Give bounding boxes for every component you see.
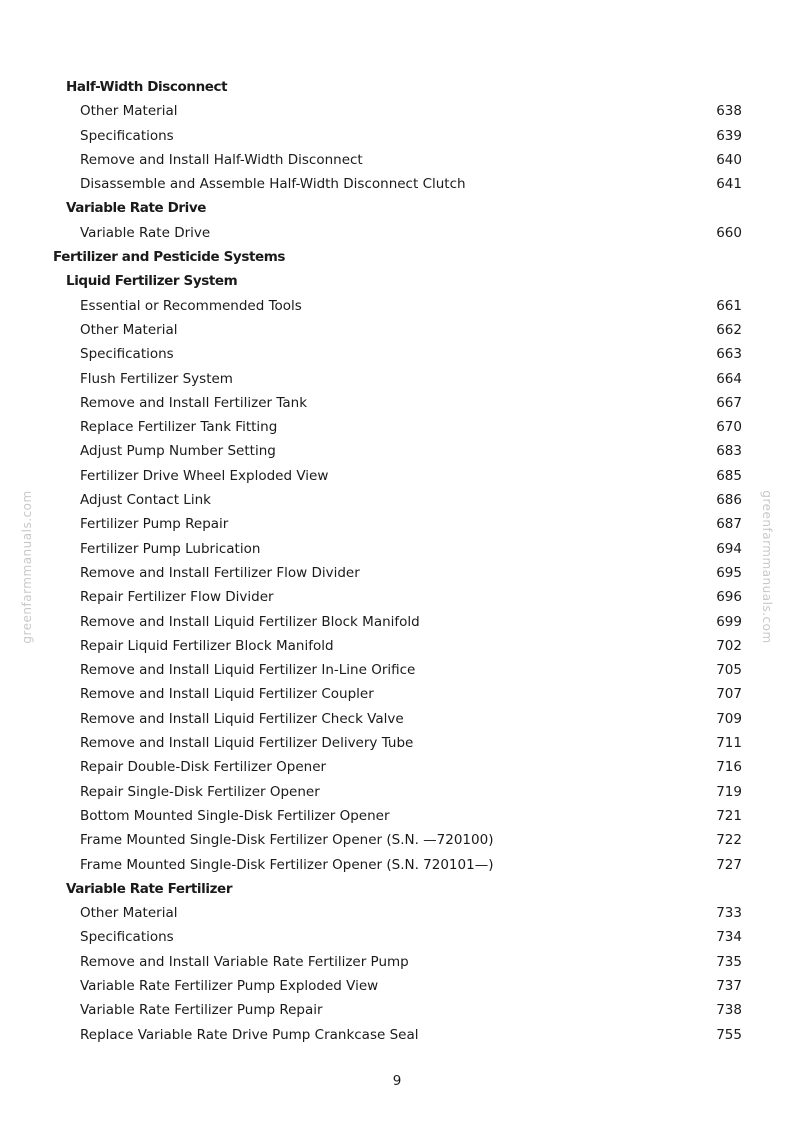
toc-entry-title: Variable Rate Drive — [80, 224, 211, 241]
toc-entry-page-number: 660 — [716, 224, 742, 241]
toc-entry-title: Fertilizer Pump Lubrication — [80, 540, 261, 557]
toc-entry[interactable] — [0, 1023, 794, 1047]
toc-entry-page-number: 639 — [716, 127, 742, 144]
toc-entry[interactable] — [0, 707, 794, 731]
toc-entry-title: Other Material — [80, 321, 178, 338]
toc-entry-title: Repair Double-Disk Fertilizer Opener — [80, 759, 327, 776]
toc-entry-title: Other Material — [80, 103, 178, 120]
toc-entry-title: Half-Width Disconnect — [66, 79, 228, 95]
toc-entry[interactable] — [0, 682, 794, 706]
toc-entry-page-number: 716 — [716, 759, 742, 776]
toc-entry-title: Other Material — [80, 905, 178, 922]
toc-entry[interactable] — [0, 512, 794, 536]
page-number: 9 — [392, 1073, 402, 1089]
toc-entry-page-number: 735 — [716, 953, 742, 970]
toc-entry-page-number: 685 — [716, 467, 742, 484]
toc-entry-page-number: 733 — [716, 905, 742, 922]
toc-entry-title: Bottom Mounted Single-Disk Fertilizer Opener — [80, 807, 390, 824]
toc-entry-page-number: 719 — [716, 783, 742, 800]
toc-entry-page-number: 664 — [716, 370, 742, 387]
toc-entry-title: Variable Rate Drive — [66, 200, 207, 217]
toc-entry[interactable] — [0, 148, 794, 172]
toc-entry-title: Replace Fertilizer Tank Fitting — [80, 419, 278, 436]
toc-entry-page-number: 705 — [716, 662, 742, 679]
toc-entry-page-number: 722 — [716, 832, 742, 849]
toc-entry-page-number: 687 — [716, 516, 742, 533]
toc-entry-title: Frame Mounted Single-Disk Fertilizer Opener (S.N. 720101—) — [80, 856, 494, 873]
toc-entry-title: Remove and Install Liquid Fertilizer Coupler — [80, 686, 374, 703]
toc-entry-title: Specifications — [80, 127, 174, 144]
toc-entry-page-number: 755 — [716, 1026, 742, 1043]
toc-entry-page-number: 683 — [716, 443, 742, 460]
toc-entry-title: Specifications — [80, 929, 174, 946]
toc-entry-title: Repair Fertilizer Flow Divider — [80, 589, 274, 606]
toc-entry-page-number: 638 — [716, 103, 742, 120]
toc-entry[interactable] — [0, 853, 794, 877]
toc-section-heading[interactable] — [0, 269, 794, 293]
toc-entry[interactable] — [0, 415, 794, 439]
toc-entry-title: Remove and Install Fertilizer Tank — [80, 394, 308, 411]
watermark-right-text: greenfarmmanuals.com — [760, 490, 774, 644]
toc-entry[interactable] — [0, 804, 794, 828]
toc-entry[interactable] — [0, 439, 794, 463]
toc-section-heading[interactable] — [0, 196, 794, 220]
toc-entry-page-number: 694 — [716, 540, 742, 557]
toc-entry[interactable] — [0, 318, 794, 342]
toc-entry-title: Variable Rate Fertilizer — [66, 880, 233, 897]
toc-entry[interactable] — [0, 634, 794, 658]
toc-entry-page-number: 738 — [716, 1002, 742, 1019]
toc-entry[interactable] — [0, 610, 794, 634]
toc-entry[interactable] — [0, 658, 794, 682]
toc-entry-page-number: 663 — [716, 346, 742, 363]
toc-entry-page-number: 686 — [716, 492, 742, 509]
toc-entry[interactable] — [0, 731, 794, 755]
toc-entry-title: Fertilizer and Pesticide Systems — [53, 249, 286, 266]
toc-entry[interactable] — [0, 342, 794, 366]
toc-entry[interactable] — [0, 99, 794, 123]
toc-entry-title: Adjust Pump Number Setting — [80, 443, 276, 460]
toc-entry[interactable] — [0, 367, 794, 391]
toc-entry[interactable] — [0, 585, 794, 609]
toc-entry-page-number: 661 — [716, 297, 742, 314]
toc-section-heading[interactable] — [0, 75, 794, 99]
toc-entry-title: Remove and Install Liquid Fertilizer Delivery Tube — [80, 735, 414, 752]
toc-entry-title: Remove and Install Liquid Fertilizer In-Line Orifice — [80, 662, 416, 679]
toc-entry-title: Remove and Install Variable Rate Fertilizer Pump — [80, 953, 409, 970]
toc-entry[interactable] — [0, 294, 794, 318]
toc-entry[interactable] — [0, 780, 794, 804]
toc-entry-page-number: 734 — [716, 929, 742, 946]
toc-entry-page-number: 696 — [716, 589, 742, 606]
toc-entry-page-number: 727 — [716, 856, 742, 873]
toc-entry-page-number: 702 — [716, 637, 742, 654]
table-of-contents — [0, 75, 794, 1047]
toc-entry-title: Variable Rate Fertilizer Pump Repair — [80, 1002, 323, 1019]
toc-entry[interactable] — [0, 464, 794, 488]
toc-entry-title: Liquid Fertilizer System — [66, 273, 238, 290]
toc-entry-page-number: 737 — [716, 977, 742, 994]
toc-entry-page-number: 695 — [716, 564, 742, 581]
toc-entry-title: Adjust Contact Link — [80, 492, 211, 509]
toc-entry-title: Frame Mounted Single-Disk Fertilizer Opener (S.N. —720100) — [80, 832, 494, 849]
toc-section-heading[interactable] — [0, 245, 794, 269]
toc-entry[interactable] — [0, 998, 794, 1022]
toc-entry[interactable] — [0, 221, 794, 245]
toc-entry[interactable] — [0, 172, 794, 196]
toc-entry[interactable] — [0, 537, 794, 561]
toc-entry-title: Fertilizer Drive Wheel Exploded View — [80, 467, 329, 484]
toc-entry-page-number: 707 — [716, 686, 742, 703]
toc-entry[interactable] — [0, 950, 794, 974]
toc-entry-title: Disassemble and Assemble Half-Width Disconnect Clutch — [80, 176, 466, 193]
toc-entry[interactable] — [0, 755, 794, 779]
toc-entry[interactable] — [0, 901, 794, 925]
toc-entry-page-number: 640 — [716, 151, 742, 168]
toc-entry-page-number: 641 — [716, 176, 742, 193]
toc-section-heading[interactable] — [0, 877, 794, 901]
watermark-left-text: greenfarmmanuals.com — [20, 490, 34, 644]
toc-entry-page-number: 670 — [716, 419, 742, 436]
toc-entry-title: Repair Single-Disk Fertilizer Opener — [80, 783, 320, 800]
toc-entry[interactable] — [0, 561, 794, 585]
toc-entry-page-number: 709 — [716, 710, 742, 727]
toc-entry-title: Specifications — [80, 346, 174, 363]
toc-entry[interactable] — [0, 925, 794, 949]
toc-entry-page-number: 662 — [716, 321, 742, 338]
toc-entry-page-number: 699 — [716, 613, 742, 630]
toc-entry-title: Variable Rate Fertilizer Pump Exploded View — [80, 977, 379, 994]
toc-entry-title: Remove and Install Fertilizer Flow Divider — [80, 564, 360, 581]
toc-entry-title: Repair Liquid Fertilizer Block Manifold — [80, 637, 334, 654]
toc-entry-page-number: 711 — [716, 735, 742, 752]
toc-entry-page-number: 721 — [716, 807, 742, 824]
toc-entry-title: Replace Variable Rate Drive Pump Crankcase Seal — [80, 1026, 419, 1043]
toc-entry-title: Remove and Install Liquid Fertilizer Block Manifold — [80, 613, 420, 630]
toc-entry-title: Remove and Install Liquid Fertilizer Check Valve — [80, 710, 404, 727]
toc-entry-page-number: 667 — [716, 394, 742, 411]
toc-entry[interactable] — [0, 488, 794, 512]
toc-entry-title: Remove and Install Half-Width Disconnect — [80, 151, 363, 168]
toc-entry-title: Essential or Recommended Tools — [80, 297, 302, 314]
toc-entry-title: Fertilizer Pump Repair — [80, 516, 229, 533]
toc-entry[interactable] — [0, 124, 794, 148]
toc-entry-title: Flush Fertilizer System — [80, 370, 233, 387]
toc-entry[interactable] — [0, 828, 794, 852]
toc-entry[interactable] — [0, 974, 794, 998]
toc-entry[interactable] — [0, 391, 794, 415]
